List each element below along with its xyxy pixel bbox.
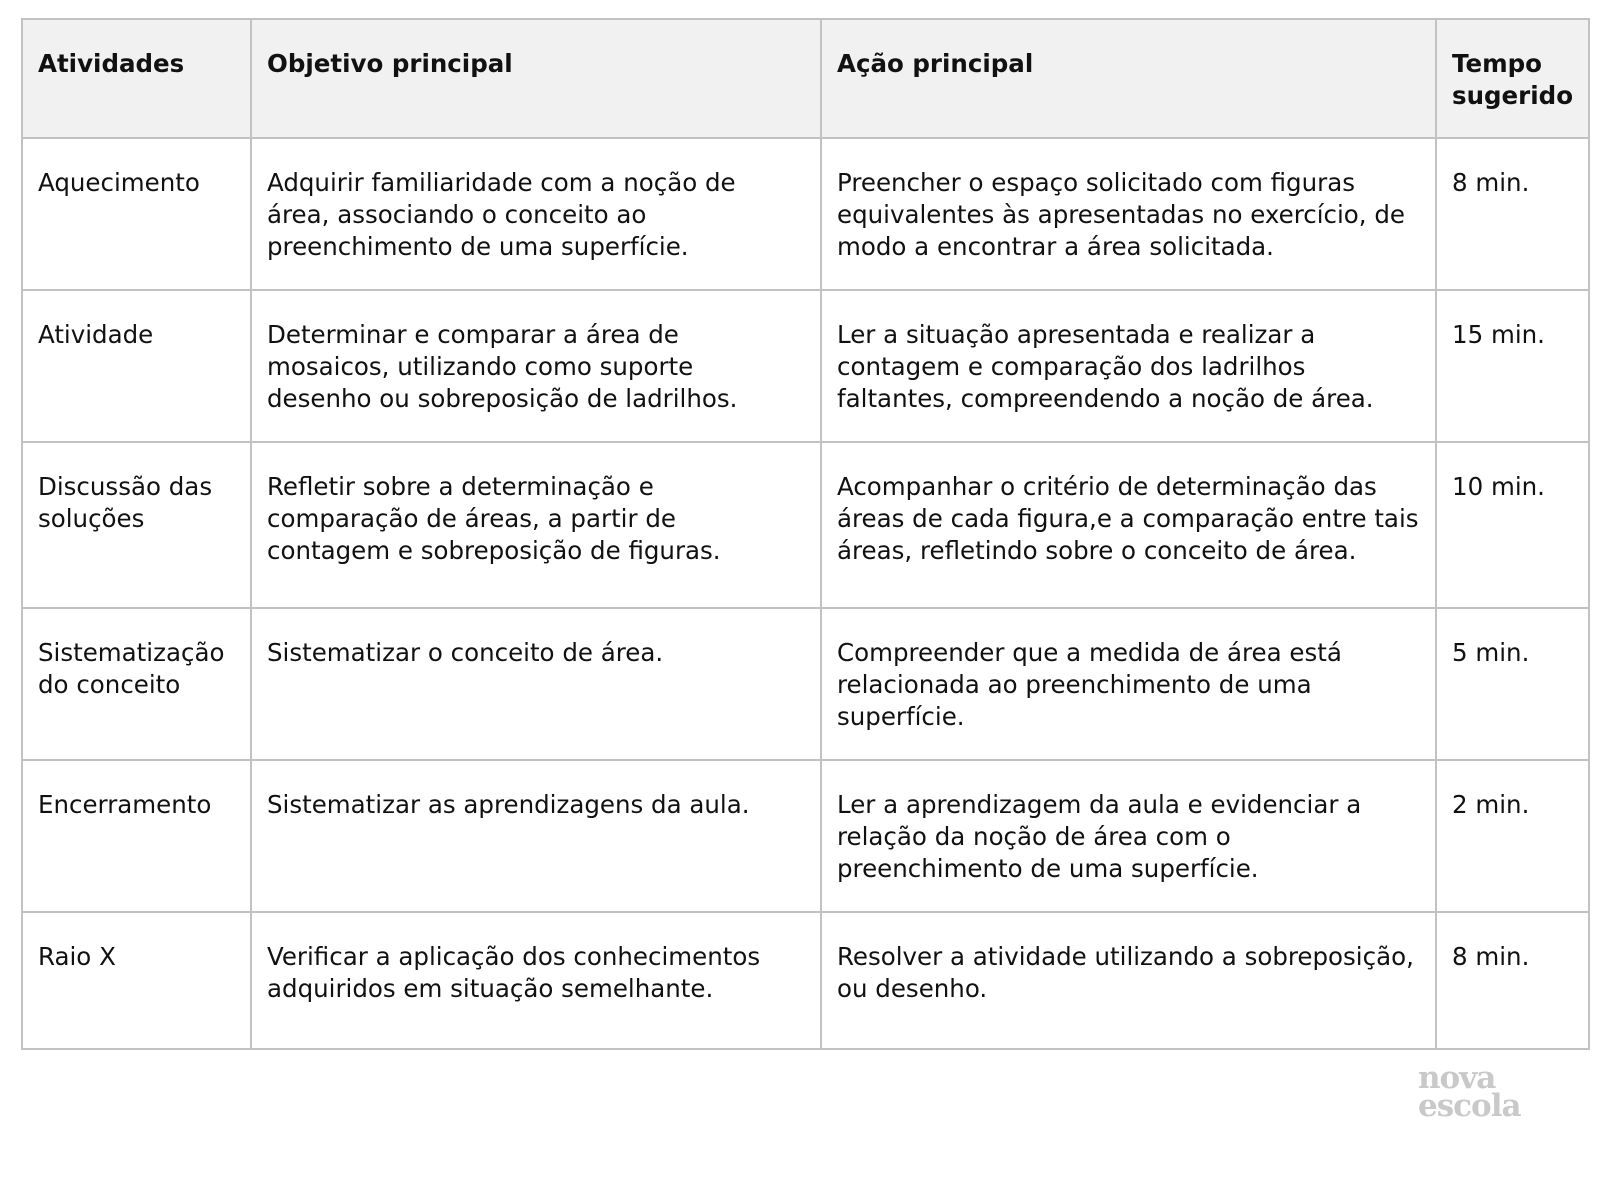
cell-time: 8 min. [1436,912,1589,1049]
logo-line-escola: escola [1418,1088,1521,1124]
cell-activity: Sistematização do conceito [22,608,251,760]
cell-activity: Raio X [22,912,251,1049]
cell-objective: Sistematizar o conceito de área. [251,608,821,760]
cell-time: 5 min. [1436,608,1589,760]
cell-objective: Verificar a aplicação dos conhecimentos adquiridos em situação semelhante. [251,912,821,1049]
cell-time: 15 min. [1436,290,1589,442]
cell-action: Compreender que a medida de área está relacionada ao preenchimento de uma superfície. [821,608,1436,760]
header-objetivo-principal: Objetivo principal [251,19,821,138]
cell-action: Resolver a atividade utilizando a sobreposição, ou desenho. [821,912,1436,1049]
header-acao-principal: Ação principal [821,19,1436,138]
table-row [22,442,1589,608]
cell-objective: Determinar e comparar a área de mosaicos, utilizando como suporte desenho ou sobreposição de ladrilhos. [251,290,821,442]
cell-action: Ler a situação apresentada e realizar a contagem e comparação dos ladrilhos faltantes, compreendendo a noção de área. [821,290,1436,442]
cell-objective: Adquirir familiaridade com a noção de área, associando o conceito ao preenchimento de uma superfície. [251,138,821,290]
cell-activity: Atividade [22,290,251,442]
cell-time: 2 min. [1436,760,1589,912]
header-atividades: Atividades [22,19,251,138]
table-row [22,760,1589,912]
nova-escola-logo [1418,1060,1521,1124]
table-row [22,138,1589,290]
header-tempo-sugerido: Tempo sugerido [1436,19,1589,138]
cell-activity: Aquecimento [22,138,251,290]
cell-activity: Discussão das soluções [22,442,251,608]
cell-action: Acompanhar o critério de determinação das áreas de cada figura,e a comparação entre tais áreas, refletindo sobre o conceito de área. [821,442,1436,608]
cell-time: 8 min. [1436,138,1589,290]
lesson-plan-table [21,18,1590,1050]
table-row [22,290,1589,442]
cell-time: 10 min. [1436,442,1589,608]
cell-action: Ler a aprendizagem da aula e evidenciar a relação da noção de área com o preenchimento de uma superfície. [821,760,1436,912]
table-row [22,608,1589,760]
cell-activity: Encerramento [22,760,251,912]
cell-objective: Refletir sobre a determinação e comparação de áreas, a partir de contagem e sobreposição de figuras. [251,442,821,608]
table-header-row [22,19,1589,138]
table-row [22,912,1589,1049]
cell-action: Preencher o espaço solicitado com figuras equivalentes às apresentadas no exercício, de modo a encontrar a área solicitada. [821,138,1436,290]
cell-objective: Sistematizar as aprendizagens da aula. [251,760,821,912]
logo-line-nova: nova [1418,1060,1496,1096]
